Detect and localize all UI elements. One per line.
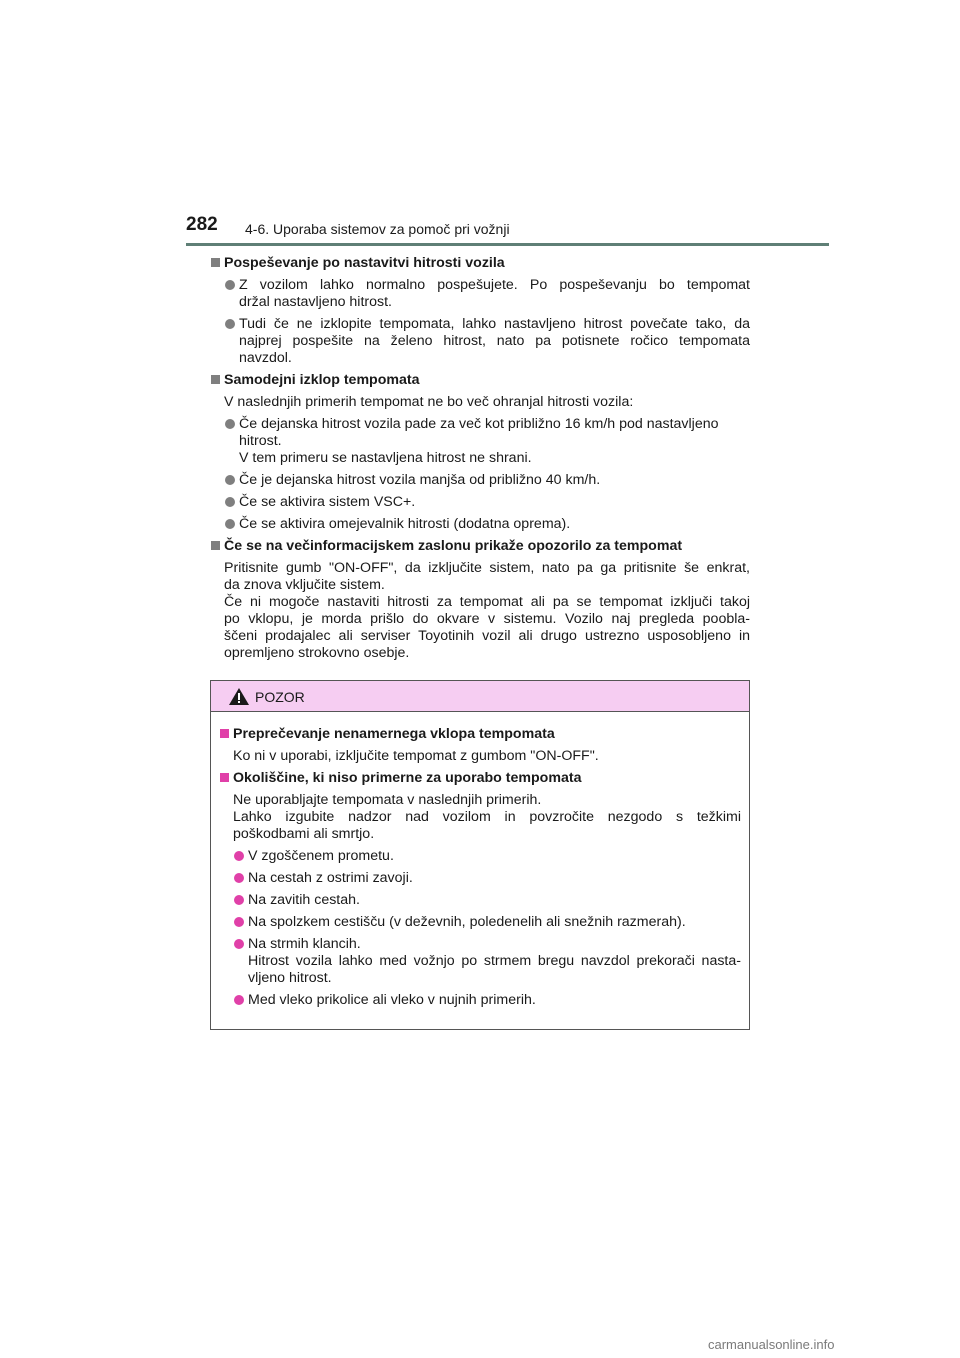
circle-bullet-icon	[234, 917, 244, 927]
square-bullet-icon	[211, 541, 220, 550]
watermark: carmanualsonline.info	[708, 1337, 835, 1352]
circle-bullet-icon	[234, 895, 244, 905]
heading-text: Pospeševanje po nastavitvi hitrosti vozila	[224, 255, 505, 271]
main-content	[210, 255, 750, 667]
text-line: opremljeno strokovno osebje.	[224, 645, 410, 661]
text-line: V tem primeru se nastavljena hitrost ne shrani.	[239, 450, 532, 466]
text-line: Če ni mogoče nastaviti hitrosti za tempomat ali pa se tempomat izključi takoj	[224, 594, 750, 610]
circle-bullet-icon	[225, 519, 235, 529]
list-item	[219, 936, 741, 987]
paragraph	[219, 792, 741, 843]
text-line: Če se aktivira omejevalnik hitrosti (dodatna oprema).	[239, 516, 571, 532]
text-line: poškodbami ali smrtjo.	[233, 826, 375, 842]
circle-bullet-icon	[225, 497, 235, 507]
circle-bullet-icon	[234, 939, 244, 949]
heading-auto-cancel	[210, 372, 750, 389]
text-line: Če se aktivira sistem VSC+.	[239, 494, 416, 510]
text-line: Na spolzkem cestišču (v deževnih, poledenelih ali snežnih razmerah).	[248, 914, 686, 930]
circle-bullet-icon	[225, 319, 235, 329]
text-line: po vklopu, je morda prišlo do okvare v sistemu. Vozilo naj pregleda poobla-	[224, 611, 750, 627]
list-item	[210, 494, 750, 511]
text-line: držal nastavljeno hitrost.	[239, 294, 392, 310]
caution-box	[210, 680, 750, 1030]
text-line: Lahko izgubite nadzor nad vozilom in povzročite nezgodo s težkimi	[233, 809, 741, 825]
text-line: hitrost.	[239, 433, 282, 449]
list-item	[219, 848, 741, 865]
square-bullet-icon	[211, 375, 220, 384]
list-item	[210, 316, 750, 367]
warning-triangle-icon	[229, 688, 249, 705]
text-line: navzdol.	[239, 350, 292, 366]
text-line: najprej pospešite na želeno hitrost, nato pa potisnete ročico tempomata	[239, 333, 750, 349]
text-line: Hitrost vozila lahko med vožnjo po strmem bregu navzdol prekorači nasta-	[248, 953, 741, 969]
circle-bullet-icon	[225, 280, 235, 290]
list-item	[219, 914, 741, 931]
text-line: da znova vključite sistem.	[224, 577, 385, 593]
list-item	[219, 892, 741, 909]
text-line: Na cestah z ostrimi zavoji.	[248, 870, 413, 886]
circle-bullet-icon	[234, 995, 244, 1005]
text-line: ščeni prodajalec ali serviser Toyotinih vozil ali drugo ustrezno usposobljeno in	[224, 628, 750, 644]
text-line: Ne uporabljajte tempomata v naslednjih primerih.	[233, 792, 542, 808]
circle-bullet-icon	[225, 419, 235, 429]
heading-warning-display	[210, 538, 750, 555]
heading-text: Preprečevanje nenamernega vklopa tempomata	[233, 726, 555, 742]
page-number: 282	[186, 214, 218, 235]
list-item	[210, 277, 750, 311]
list-item	[219, 870, 741, 887]
square-bullet-icon	[220, 729, 229, 738]
heading-text: Samodejni izklop tempomata	[224, 372, 420, 388]
list-item	[210, 472, 750, 489]
paragraph: Ko ni v uporabi, izključite tempomat z gumbom "ON-OFF".	[233, 748, 599, 764]
caution-body	[211, 712, 749, 1009]
text-line: Tudi če ne izklopite tempomata, lahko nastavljeno hitrost povečate tako, da	[239, 316, 750, 332]
text-line: Pritisnite gumb "ON-OFF", da izključite sistem, nato pa ga pritisnite še enkrat,	[224, 560, 750, 576]
list-item	[210, 516, 750, 533]
text-line: Na zavitih cestah.	[248, 892, 360, 908]
square-bullet-icon	[211, 258, 220, 267]
heading-text: Okoliščine, ki niso primerne za uporabo tempomata	[233, 770, 582, 786]
caution-header	[211, 681, 749, 712]
heading-text: Če se na večinformacijskem zaslonu prikaže opozorilo za tempomat	[224, 538, 683, 554]
text-line: Če dejanska hitrost vozila pade za več kot približno 16 km/h pod nastavljeno	[239, 416, 719, 432]
heading-acceleration	[210, 255, 750, 272]
text-line: Z vozilom lahko normalno pospešujete. Po pospeševanju bo tempomat	[239, 277, 750, 293]
paragraph	[210, 560, 750, 662]
section-title: 4-6. Uporaba sistemov za pomoč pri vožnji	[245, 221, 510, 237]
header-rule	[186, 243, 829, 246]
text-line: V zgoščenem prometu.	[248, 848, 394, 864]
list-item	[219, 992, 741, 1009]
text-line: Med vleko prikolice ali vleko v nujnih primerih.	[248, 992, 536, 1008]
square-bullet-icon	[220, 773, 229, 782]
text-line: Na strmih klancih.	[248, 936, 361, 952]
circle-bullet-icon	[225, 475, 235, 485]
caution-heading	[219, 726, 741, 743]
list-item	[210, 416, 750, 467]
paragraph: V naslednjih primerih tempomat ne bo več ohranjal hitrosti vozila:	[224, 394, 634, 410]
text-line: vljeno hitrost.	[248, 970, 332, 986]
text-line: Če je dejanska hitrost vozila manjša od približno 40 km/h.	[239, 472, 601, 488]
caution-heading	[219, 770, 741, 787]
circle-bullet-icon	[234, 873, 244, 883]
circle-bullet-icon	[234, 851, 244, 861]
caution-title: POZOR	[255, 689, 305, 705]
